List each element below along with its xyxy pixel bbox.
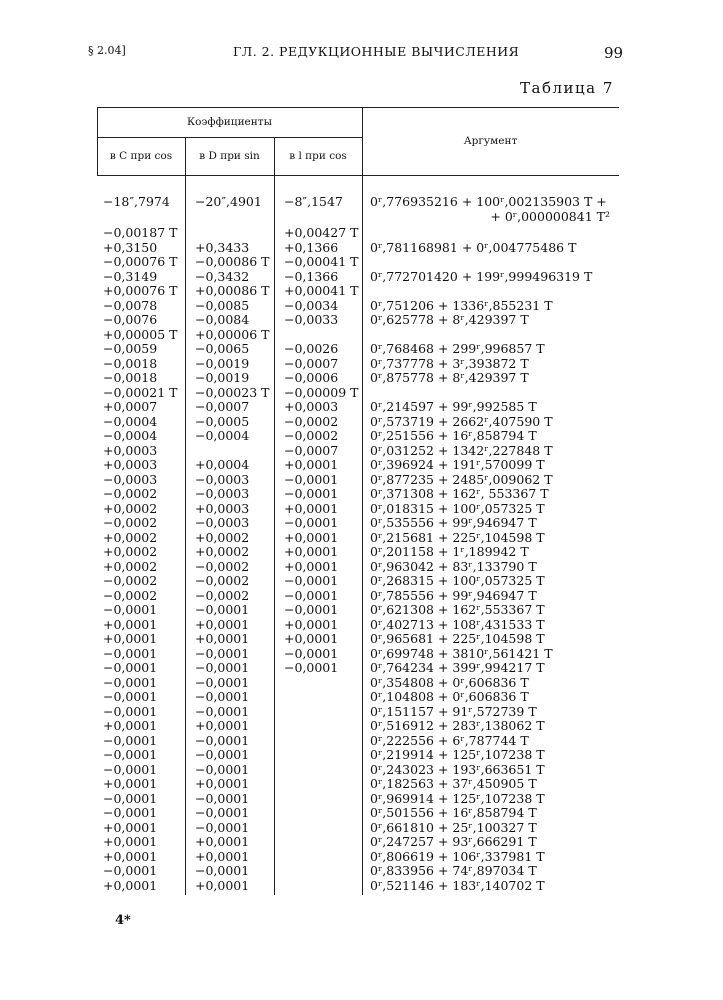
- table-cell-c: −0,0001: [103, 689, 158, 704]
- table-cell-arg: 0ʳ,371308 + 162ʳ, 553367 T: [370, 486, 549, 501]
- table-cell-c: −0,0001: [103, 790, 158, 806]
- table-cell-c: −0,0018: [103, 355, 158, 371]
- table-cell-arg: 0ʳ,031252 + 1342ʳ,227848 T: [370, 442, 553, 458]
- table-cell-d: −0,0001: [195, 863, 250, 878]
- coef-group-rule: [97, 137, 362, 138]
- table-cell-c: −0,00076 T: [103, 254, 178, 269]
- table-cell-c: −0,0076: [103, 312, 158, 327]
- table-cell-l: [284, 719, 358, 734]
- table-cell-l: [284, 690, 358, 705]
- table-cell-d: −0,00086 T: [195, 254, 270, 269]
- table-cell-d: −0,3432: [195, 268, 250, 284]
- table-cell-d: −0,0007: [195, 399, 250, 414]
- col-l-header: в l при cos: [289, 150, 347, 162]
- table-cell-d: −0,0084: [195, 312, 250, 327]
- table-cell-d: +0,0001: [195, 877, 250, 893]
- table-cell-c: +0,0002: [103, 544, 158, 559]
- col-c: [103, 194, 177, 893]
- table-cell-l: −0,0033: [284, 312, 339, 327]
- table-cell-l: [284, 763, 358, 778]
- col-argument: [370, 194, 610, 893]
- table-cell-d: −0,0003: [195, 471, 250, 487]
- table-cell-c: +0,00076 T: [103, 283, 178, 298]
- cell-arg-first: [370, 194, 610, 226]
- table-cell-d: −0,0003: [195, 515, 250, 530]
- table-cell-l: +0,0001: [284, 558, 339, 574]
- table-cell-arg: 0ʳ,737778 + 3ʳ,393872 T: [370, 355, 529, 371]
- cell-l-first: −8″,1547: [284, 194, 343, 209]
- table-cell-arg: 0ʳ,875778 + 8ʳ,429397 T: [370, 370, 529, 385]
- table-cell-c: −0,00021 T: [103, 384, 178, 400]
- table-cell-d: −0,0001: [195, 703, 250, 719]
- table-cell-l: [284, 835, 358, 850]
- col-divider-2: [274, 137, 275, 895]
- table-cell-d: −0,0005: [195, 413, 250, 429]
- table-cell-l: −0,1366: [284, 268, 339, 284]
- table-cell-d: +0,0001: [195, 848, 250, 864]
- table-cell-d: +0,0001: [195, 718, 250, 733]
- table-cell-c: +0,0001: [103, 616, 158, 632]
- table-cell-arg: 0ʳ,661810 + 25ʳ,100327 T: [370, 819, 537, 835]
- table-cell-arg: [370, 255, 610, 270]
- table-cell-d: −0,0001: [195, 761, 250, 777]
- table-cell-arg: 0ʳ,965681 + 225ʳ,104598 T: [370, 631, 545, 646]
- table-cell-arg: 0ʳ,396924 + 191ʳ,570099 T: [370, 457, 545, 472]
- table-cell-c: +0,0003: [103, 457, 158, 472]
- table-cell-l: −0,00009 T: [284, 384, 359, 400]
- table-cell-l: −0,0034: [284, 297, 339, 313]
- table-cell-d: −0,0065: [195, 341, 250, 356]
- table-cell-arg: 0ʳ,764234 + 399ʳ,994217 T: [370, 660, 545, 675]
- chapter-title: ГЛ. 2. РЕДУКЦИОННЫЕ ВЫЧИСЛЕНИЯ: [233, 44, 520, 59]
- table-cell-arg: 0ʳ,877235 + 2485ʳ,009062 T: [370, 471, 553, 487]
- table-cell-c: −0,0001: [103, 805, 158, 820]
- table-cell-c: −0,0018: [103, 370, 158, 385]
- table-cell-arg: 0ʳ,222556 + 6ʳ,787744 T: [370, 732, 529, 748]
- table-cell-d: +0,3433: [195, 239, 250, 255]
- table-cell-l: −0,0001: [284, 573, 339, 588]
- table-cell-l: [284, 806, 358, 821]
- table-cell-l: +0,0001: [284, 457, 339, 472]
- table-cell-c: +0,00005 T: [103, 326, 178, 342]
- table-cell-c: −0,0001: [103, 761, 158, 777]
- cell-c-first: −18″,7974: [103, 194, 170, 209]
- table-cell-l: [284, 748, 358, 763]
- table-cell-arg: 0ʳ,501556 + 16ʳ,858794 T: [370, 805, 537, 820]
- table-cell-l: [284, 328, 358, 343]
- table-cell-d: −0,0001: [195, 805, 250, 820]
- argument-header: Аргумент: [463, 135, 518, 147]
- table-cell-c: −0,0078: [103, 297, 158, 313]
- table-cell-arg: 0ʳ,104808 + 0ʳ,606836 T: [370, 689, 529, 704]
- table-cell-l: −0,00041 T: [284, 254, 359, 269]
- coefficients-header: Коэффициенты: [187, 116, 272, 128]
- table-cell-c: −0,0001: [103, 645, 158, 661]
- table-cell-l: +0,0001: [284, 616, 339, 632]
- table-cell-l: −0,0002: [284, 413, 339, 429]
- table-cell-d: −0,0001: [195, 732, 250, 748]
- table-cell-arg: [370, 328, 610, 343]
- table-cell-c: −0,0002: [103, 587, 158, 603]
- table-cell-l: +0,00041 T: [284, 283, 359, 298]
- table-cell-arg: 0ʳ,521146 + 183ʳ,140702 T: [370, 877, 545, 893]
- table-cell-d: −0,0001: [195, 602, 250, 617]
- table-cell-c: −0,0001: [103, 703, 158, 719]
- table-cell-arg: 0ʳ,573719 + 2662ʳ,407590 T: [370, 413, 553, 429]
- table-cell-d: +0,0001: [195, 616, 250, 632]
- table-cell-c: +0,3150: [103, 239, 158, 255]
- table-cell-c: −0,0001: [103, 602, 158, 617]
- col-d-header: в D при sin: [199, 150, 260, 162]
- table-cell-l: +0,0003: [284, 399, 339, 414]
- table-cell-c: −0,0002: [103, 573, 158, 588]
- table-cell-d: +0,00006 T: [195, 326, 270, 342]
- table-cell-l: +0,0001: [284, 500, 339, 516]
- table-cell-arg: 0ʳ,268315 + 100ʳ,057325 T: [370, 573, 545, 588]
- table-cell-c: −0,0001: [103, 747, 158, 762]
- table-cell-arg: 0ʳ,806619 + 106ʳ,337981 T: [370, 848, 545, 864]
- table-cell-l: −0,0007: [284, 355, 339, 371]
- table-cell-c: +0,0001: [103, 776, 158, 791]
- table-cell-l: [284, 879, 358, 894]
- table-cell-c: −0,0001: [103, 660, 158, 675]
- col-d: [195, 194, 269, 893]
- table-cell-arg: 0ʳ,354808 + 0ʳ,606836 T: [370, 674, 529, 690]
- table-cell-arg: 0ʳ,201158 + 1ʳ,189942 T: [370, 544, 529, 559]
- table-cell-c: +0,0001: [103, 877, 158, 893]
- table-cell-l: −0,0001: [284, 602, 339, 617]
- table-cell-l: [284, 777, 358, 792]
- table-cell-l: −0,0001: [284, 471, 339, 487]
- table-cell-c: +0,0001: [103, 848, 158, 864]
- table-cell-c: −0,3149: [103, 268, 158, 284]
- table-cell-d: +0,0001: [195, 631, 250, 646]
- table-cell-d: +0,0001: [195, 834, 250, 849]
- table-cell-d: −0,0002: [195, 587, 250, 603]
- table-cell-arg: 0ʳ,751206 + 1336ʳ,855231 T: [370, 297, 553, 313]
- table-cell-c: +0,0002: [103, 529, 158, 545]
- table-cell-arg: 0ʳ,018315 + 100ʳ,057325 T: [370, 500, 545, 516]
- table-cell-l: +0,0001: [284, 631, 339, 646]
- table-cell-l: [284, 676, 358, 691]
- cell-d-first: −20″,4901: [195, 194, 262, 209]
- section-number: § 2.04]: [88, 44, 126, 57]
- table-cell-c: −0,0004: [103, 413, 158, 429]
- table-top-rule: [97, 107, 619, 108]
- table-cell-c: −0,0002: [103, 486, 158, 501]
- col-divider-3: [362, 107, 363, 895]
- table-cell-l: [284, 734, 358, 749]
- table-cell-d: +0,0001: [195, 776, 250, 791]
- table-cell-c: −0,0002: [103, 515, 158, 530]
- table-cell-arg: 0ʳ,535556 + 99ʳ,946947 T: [370, 515, 537, 530]
- table-cell-l: +0,0001: [284, 544, 339, 559]
- table-cell-c: +0,0001: [103, 631, 158, 646]
- table-cell-c: −0,0001: [103, 732, 158, 748]
- table-cell-arg: 0ʳ,781168981 + 0ʳ,004775486 T: [370, 239, 577, 255]
- table-cell-arg: 0ʳ,772701420 + 199ʳ,999496319 T: [370, 268, 593, 284]
- table-cell-d: −0,0001: [195, 645, 250, 661]
- table-cell-d: −0,0002: [195, 573, 250, 588]
- table-cell-c: −0,0004: [103, 428, 158, 443]
- table-cell-d: −0,0001: [195, 674, 250, 690]
- table-cell-d: −0,0019: [195, 355, 250, 371]
- table-cell-arg: [370, 386, 610, 401]
- table-cell-l: +0,0001: [284, 529, 339, 545]
- table-cell-arg: 0ʳ,963042 + 83ʳ,133790 T: [370, 558, 537, 574]
- table-cell-l: [284, 821, 358, 836]
- table-label: Таблица 7: [520, 79, 614, 97]
- table-cell-l: [284, 864, 358, 879]
- arg-first-line2: + 0ʳ,000000841 T²: [490, 209, 610, 224]
- table-cell-l: [284, 850, 358, 865]
- table-cell-d: −0,0019: [195, 370, 250, 385]
- table-cell-l: −0,0001: [284, 660, 339, 675]
- table-cell-arg: 0ʳ,402713 + 108ʳ,431533 T: [370, 616, 545, 632]
- table-cell-arg: 0ʳ,833956 + 74ʳ,897034 T: [370, 863, 537, 878]
- table-cell-l: −0,0001: [284, 645, 339, 661]
- table-cell-c: −0,0001: [103, 863, 158, 878]
- table-cell-arg: 0ʳ,215681 + 225ʳ,104598 T: [370, 529, 545, 545]
- table-cell-c: +0,0007: [103, 399, 158, 414]
- table-cell-c: −0,0003: [103, 471, 158, 487]
- table-cell-d: [195, 226, 269, 241]
- table-cell-d: +0,00086 T: [195, 283, 270, 298]
- table-cell-d: +0,0002: [195, 544, 250, 559]
- table-cell-c: +0,0002: [103, 558, 158, 574]
- table-cell-d: −0,0004: [195, 428, 250, 443]
- table-cell-l: +0,1366: [284, 239, 339, 255]
- table-cell-d: +0,0003: [195, 500, 250, 516]
- table-cell-l: −0,0026: [284, 341, 339, 356]
- table-cell-c: +0,0002: [103, 500, 158, 516]
- table-cell-l: −0,0006: [284, 370, 339, 385]
- col-divider-1: [185, 137, 186, 895]
- table-cell-arg: 0ʳ,969914 + 125ʳ,107238 T: [370, 790, 545, 806]
- table-cell-l: −0,0001: [284, 486, 339, 501]
- table-cell-d: −0,0001: [195, 790, 250, 806]
- signature-mark: 4*: [115, 913, 131, 928]
- table-cell-d: −0,0001: [195, 689, 250, 704]
- table-cell-c: +0,0003: [103, 442, 158, 458]
- table-cell-l: −0,0002: [284, 428, 339, 443]
- table-cell-arg: 0ʳ,768468 + 299ʳ,996857 T: [370, 341, 545, 356]
- table-cell-l: −0,0001: [284, 515, 339, 530]
- table-cell-arg: 0ʳ,699748 + 3810ʳ,561421 T: [370, 645, 553, 661]
- table-cell-arg: 0ʳ,219914 + 125ʳ,107238 T: [370, 747, 545, 762]
- header-bottom-rule: [97, 175, 619, 176]
- table-cell-d: [195, 444, 269, 459]
- table-cell-d: −0,0001: [195, 819, 250, 835]
- table-cell-c: −0,0059: [103, 341, 158, 356]
- table-cell-d: −0,0002: [195, 558, 250, 574]
- table-cell-l: +0,00427 T: [284, 225, 359, 240]
- table-cell-d: −0,0001: [195, 747, 250, 762]
- table-cell-arg: 0ʳ,621308 + 162ʳ,553367 T: [370, 602, 545, 617]
- table-cell-l: −0,0007: [284, 442, 339, 458]
- table-cell-l: −0,0001: [284, 587, 339, 603]
- page-number: 99: [604, 44, 624, 62]
- table-cell-arg: 0ʳ,251556 + 16ʳ,858794 T: [370, 428, 537, 443]
- table-cell-d: −0,0001: [195, 660, 250, 675]
- table-cell-c: +0,0001: [103, 819, 158, 835]
- table-cell-l: [284, 705, 358, 720]
- table-cell-c: −0,00187 T: [103, 225, 178, 240]
- col-c-header: в C при cos: [109, 150, 173, 162]
- table-cell-arg: 0ʳ,625778 + 8ʳ,429397 T: [370, 312, 529, 327]
- table-cell-d: −0,0085: [195, 297, 250, 313]
- table-cell-arg: 0ʳ,247257 + 93ʳ,666291 T: [370, 834, 537, 849]
- table-cell-arg: 0ʳ,182563 + 37ʳ,450905 T: [370, 776, 537, 791]
- table-cell-d: +0,0004: [195, 457, 250, 472]
- table-cell-arg: 0ʳ,214597 + 99ʳ,992585 T: [370, 399, 537, 414]
- table-cell-d: +0,0002: [195, 529, 250, 545]
- table-cell-c: −0,0001: [103, 674, 158, 690]
- table-cell-arg: 0ʳ,151157 + 91ʳ,572739 T: [370, 703, 537, 719]
- table-cell-l: [284, 792, 358, 807]
- table-cell-d: −0,00023 T: [195, 384, 270, 400]
- col-l: [284, 194, 358, 893]
- table-cell-arg: 0ʳ,785556 + 99ʳ,946947 T: [370, 587, 537, 603]
- arg-first-line1: 0ʳ,776935216 + 100ʳ,002135903 T +: [370, 194, 607, 209]
- table-cell-arg: [370, 284, 610, 299]
- table-cell-arg: [370, 226, 610, 241]
- table-cell-arg: 0ʳ,516912 + 283ʳ,138062 T: [370, 718, 545, 733]
- table-cell-c: +0,0001: [103, 718, 158, 733]
- table-cell-c: +0,0001: [103, 834, 158, 849]
- table-cell-arg: 0ʳ,243023 + 193ʳ,663651 T: [370, 761, 545, 777]
- table-cell-d: −0,0003: [195, 486, 250, 501]
